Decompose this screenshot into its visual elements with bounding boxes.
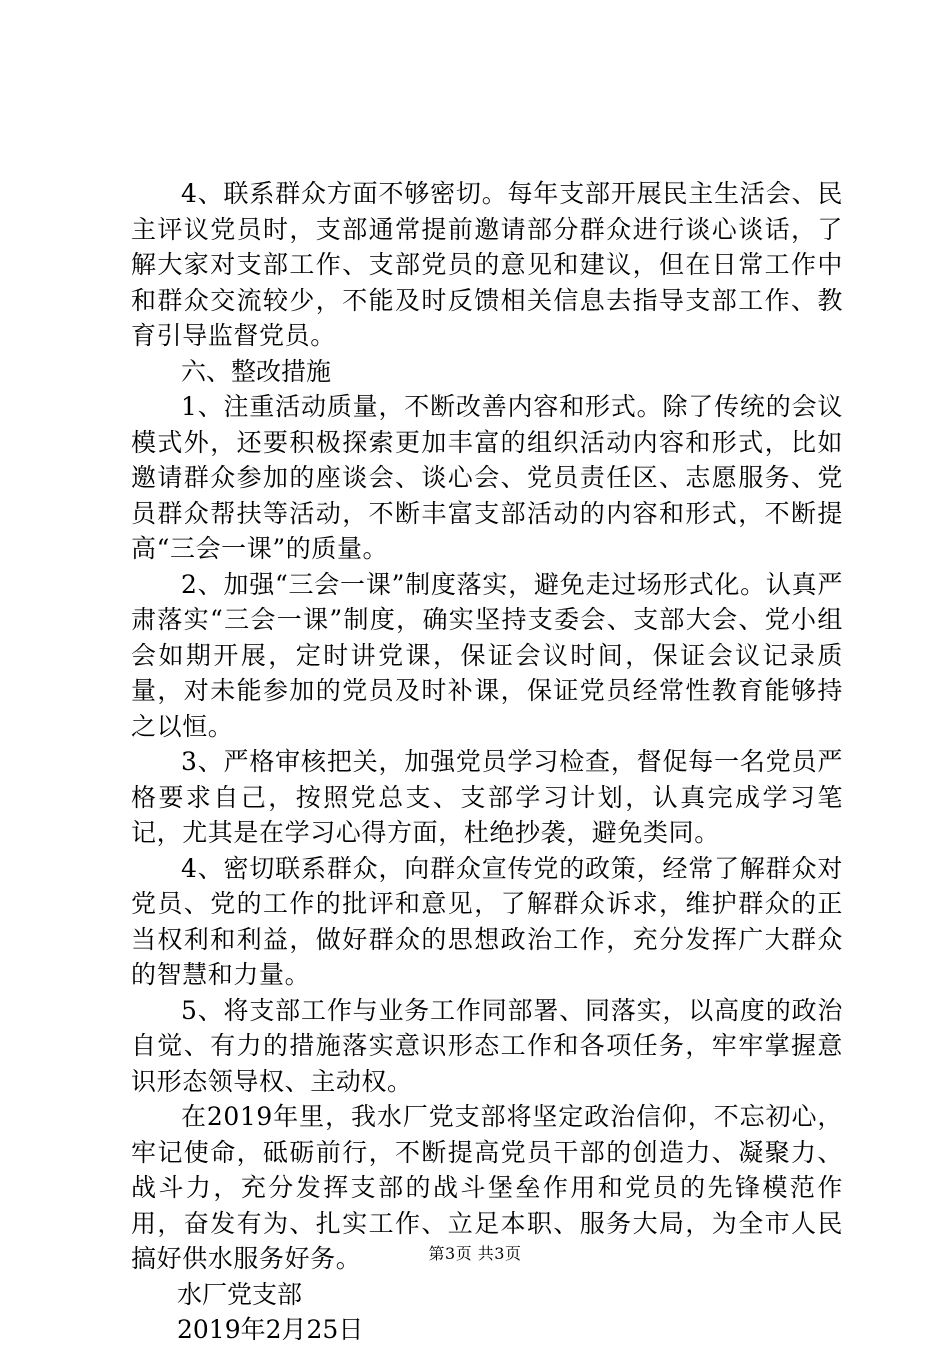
measure-item-2: 2、加强“三会一课”制度落实，避免走过场形式化。认真严肃落实“三会一课”制度，确实坚持支委会、支部大会、党小组会如期开展，定时讲党课，保证会议时间，保证会议记录质量，对未能参加的党员及时补课，保证党员经常性教育能够持之以恒。 [131,569,843,741]
signature-date: 2019年2月25日 [177,1315,364,1344]
measure-item-4: 4、密切联系群众，向群众宣传党的政策，经常了解群众对党员、党的工作的批评和意见，了解群众诉求，维护群众的正当权利和利益，做好群众的思想政治工作，充分发挥广大群众的智慧和力量。 [131,853,843,989]
document-body [131,176,843,1348]
section-heading-rectification: 六、整改措施 [181,356,332,386]
page-number-footer: 第3页 共3页 [428,1244,522,1263]
paragraph-contact-masses: 4、联系群众方面不够密切。每年支部开展民主生活会、民主评议党员时，支部通常提前邀请部分群众进行谈心谈话，了解大家对支部工作、支部党员的意见和建议，但在日常工作中和群众交流较少，不能及时反馈相关信息去指导支部工作、教育引导监督党员。 [131,179,843,350]
signature-org: 水厂党支部 [177,1279,303,1309]
conclusion-paragraph: 在2019年里，我水厂党支部将坚定政治信仰，不忘初心，牢记使命，砥砺前行，不断提高党员干部的创造力、凝聚力、战斗力，充分发挥支部的战斗堡垒作用和党员的先锋模范作用，奋发有为、扎实工作、立足本职、服务大局，为全市人民搞好供水服务好务。 [131,1102,843,1273]
measure-item-3: 3、严格审核把关，加强党员学习检查，督促每一名党员严格要求自己，按照党总支、支部学习计划，认真完成学习笔记，尤其是在学习心得方面，杜绝抄袭，避免类同。 [131,747,843,847]
measure-item-5: 5、将支部工作与业务工作同部署、同落实，以高度的政治自觉、有力的措施落实意识形态工作和各项任务，牢牢掌握意识形态领导权、主动权。 [131,995,843,1096]
measure-item-1: 1、注重活动质量，不断改善内容和形式。除了传统的会议模式外，还要积极探索更加丰富的组织活动内容和形式，比如邀请群众参加的座谈会、谈心会、党员责任区、志愿服务、党员群众帮扶等活动，不断丰富支部活动的内容和形式，不断提高“三会一课”的质量。 [131,392,843,563]
